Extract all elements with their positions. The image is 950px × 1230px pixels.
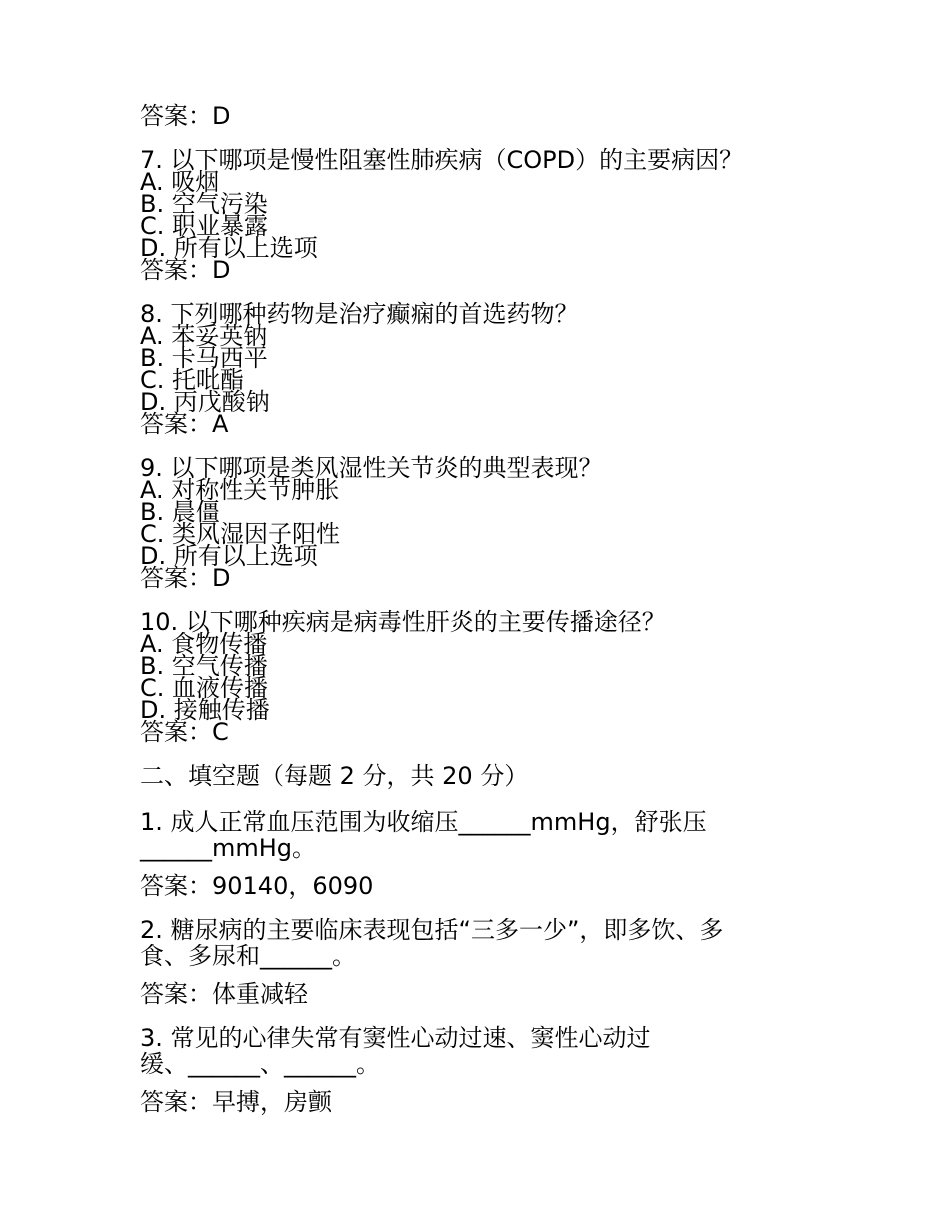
- option-c: C. 类风湿因子阳性: [140, 520, 341, 548]
- option-c: C. 托吡酯: [140, 366, 245, 394]
- answer: 答案：C: [140, 718, 229, 746]
- question-line-1: 1. 成人正常血压范围为收缩压______mmHg，舒张压: [140, 808, 707, 836]
- question-line-1: 2. 糖尿病的主要临床表现包括“三多一少”，即多饮、多: [140, 916, 724, 944]
- fill-question-1: [140, 808, 780, 900]
- question-text: 9. 以下哪项是类风湿性关节炎的典型表现？: [140, 454, 603, 482]
- question-line-2: 食、多尿和______。: [140, 942, 356, 970]
- question-line-1: 3. 常见的心律失常有窦性心动过速、窦性心动过: [140, 1024, 651, 1052]
- question-line-2: 缓、______、______。: [140, 1050, 380, 1078]
- fill-question-2: [140, 916, 780, 1008]
- answer: 答案：D: [140, 256, 231, 284]
- answer: 答案：A: [140, 410, 229, 438]
- fill-question-3: [140, 1024, 780, 1116]
- option-b: B. 晨僵: [140, 498, 220, 526]
- answer: 答案：体重减轻: [140, 980, 308, 1008]
- section-heading: 二、填空题（每题 2 分，共 20 分）: [140, 762, 529, 790]
- answer: 答案：D: [140, 564, 231, 592]
- option-b: B. 卡马西平: [140, 344, 268, 372]
- option-d: D. 接触传播: [140, 696, 270, 724]
- option-d: D. 所有以上选项: [140, 234, 318, 262]
- answer: 答案：90140，6090: [140, 872, 374, 900]
- question-line-2: ______mmHg。: [140, 834, 317, 862]
- question-9: [140, 454, 780, 592]
- option-c: C. 职业暴露: [140, 212, 269, 240]
- option-a: A. 吸烟: [140, 168, 220, 196]
- question-text: 7. 以下哪项是慢性阻塞性肺疾病（COPD）的主要病因？: [140, 146, 744, 174]
- option-c: C. 血液传播: [140, 674, 269, 702]
- option-b: B. 空气污染: [140, 190, 268, 218]
- option-a: A. 对称性关节肿胀: [140, 476, 340, 504]
- prev-answer: 答案：D: [140, 102, 231, 130]
- option-d: D. 丙戊酸钠: [140, 388, 270, 416]
- question-8: [140, 300, 780, 438]
- option-a: A. 食物传播: [140, 630, 268, 658]
- answer: 答案：早搏，房颤: [140, 1088, 332, 1116]
- question-7: [140, 146, 780, 284]
- document-page: [140, 102, 780, 1133]
- option-a: A. 苯妥英钠: [140, 322, 268, 350]
- option-d: D. 所有以上选项: [140, 542, 318, 570]
- option-b: B. 空气传播: [140, 652, 268, 680]
- question-text: 10. 以下哪种疾病是病毒性肝炎的主要传播途径？: [140, 608, 666, 636]
- question-text: 8. 下列哪种药物是治疗癫痫的首选药物？: [140, 300, 579, 328]
- question-10: [140, 608, 780, 746]
